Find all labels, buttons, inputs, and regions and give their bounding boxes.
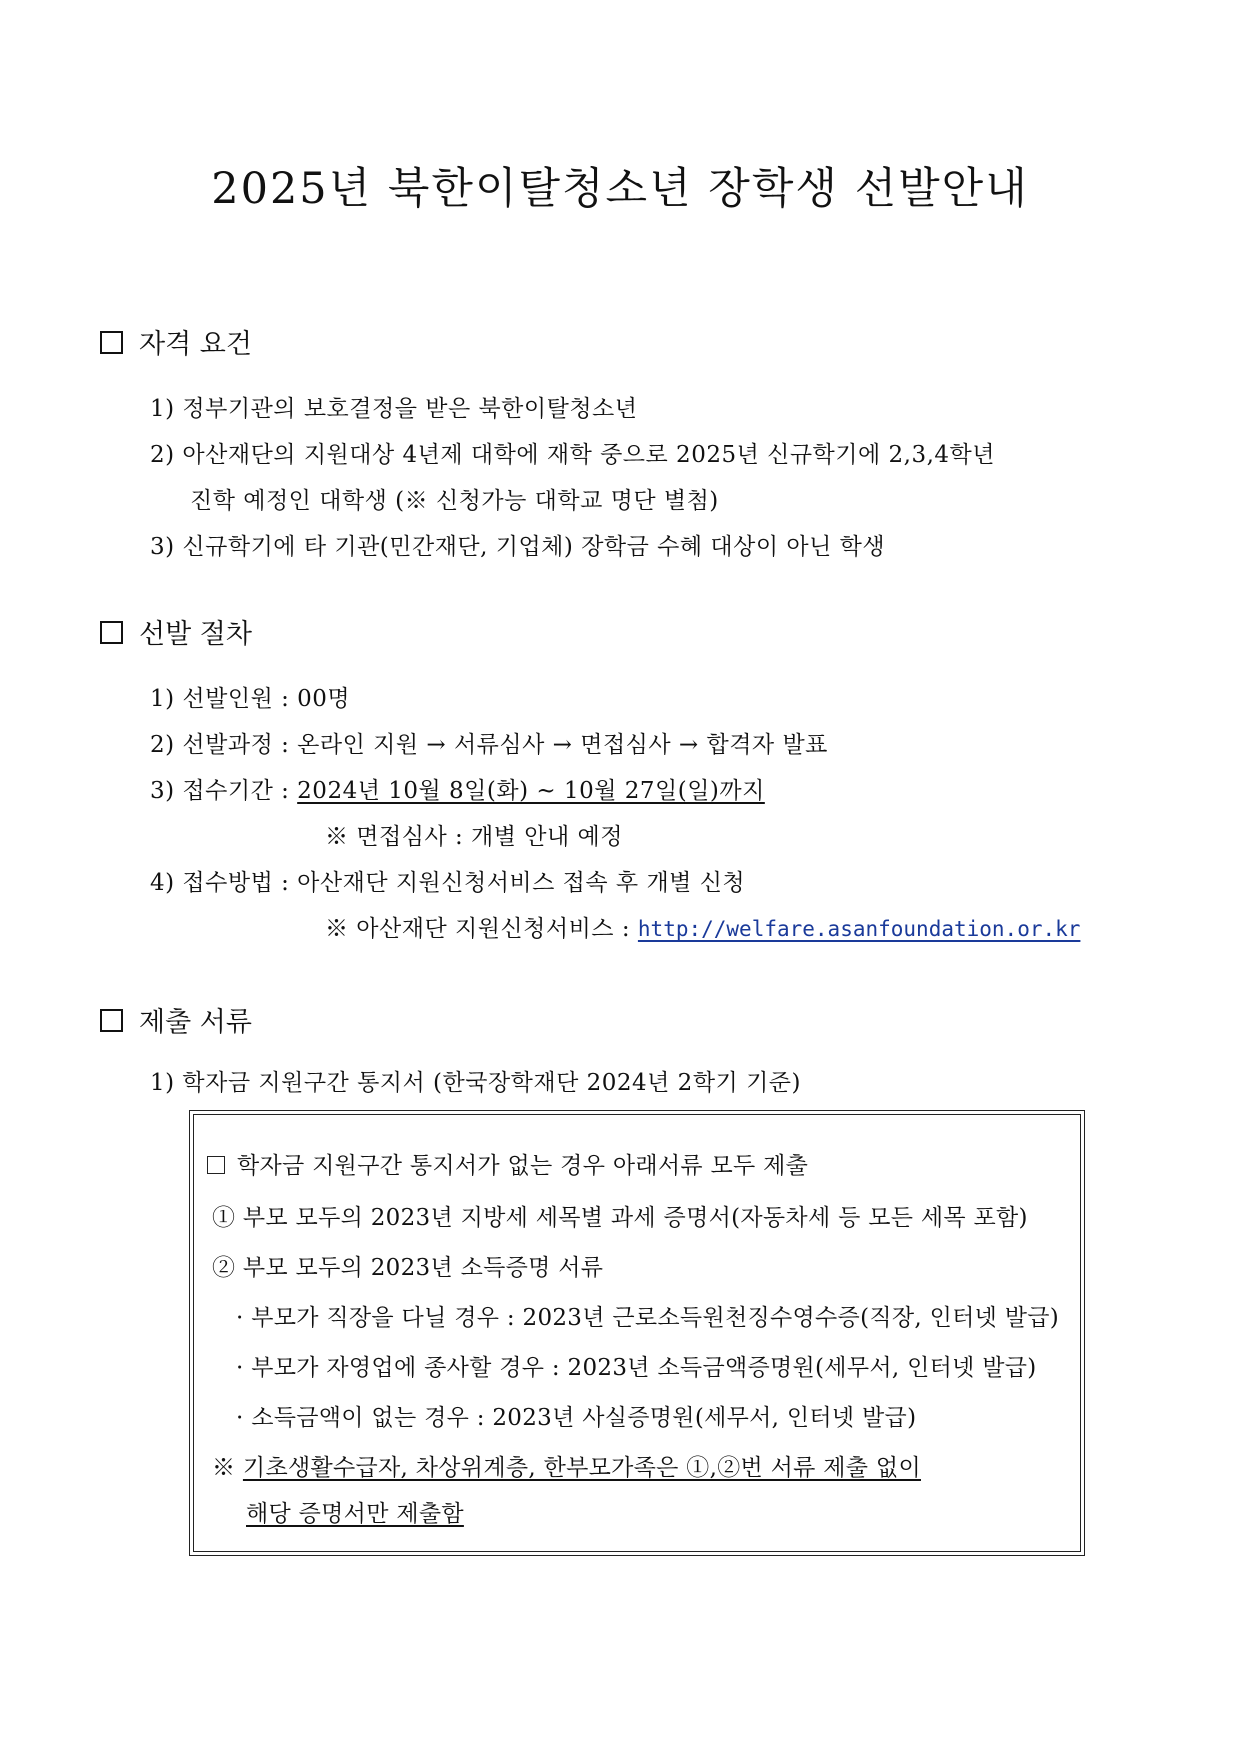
box-note: ※ 기초생활수급자, 차상위계층, 한부모가족은 ①,②번 서류 제출 없이 [212, 1455, 921, 1481]
page-title: 2025년 북한이탈청소년 장학생 선발안내 [211, 164, 1029, 214]
section-eligibility-heading: 자격 요건 [100, 322, 252, 361]
checkbox-square-icon [100, 1009, 123, 1032]
box-bullet-1: · 부모가 직장을 다닐 경우 : 2023년 근로소득원천징수영수증(직장, 인터넷 발급) [236, 1305, 1060, 1331]
box-note-line-2: 해당 증명서만 제출함 [246, 1501, 464, 1527]
checkbox-square-icon [100, 331, 123, 354]
documents-item-1: 1) 학자금 지원구간 통지서 (한국장학재단 2024년 2학기 기준) [150, 1070, 801, 1096]
checkbox-square-icon [100, 621, 123, 644]
box-line-1: ① 부모 모두의 2023년 지방세 세목별 과세 증명서(자동차세 등 모든 세목 포함) [212, 1205, 1028, 1231]
box-note-line-1: 기초생활수급자, 차상위계층, 한부모가족은 ①,②번 서류 제출 없이 [242, 1455, 921, 1481]
alternative-documents-box [189, 1110, 1085, 1556]
procedure-item-3-note: ※ 면접심사 : 개별 안내 예정 [325, 824, 623, 850]
section-procedure-heading: 선발 절차 [100, 612, 252, 651]
section-documents-heading: 제출 서류 [100, 1000, 252, 1039]
eligibility-item-3: 3) 신규학기에 타 기관(민간재단, 기업체) 장학금 수혜 대상이 아닌 학생 [150, 534, 886, 560]
procedure-item-3: 3) 접수기간 : 2024년 10월 8일(화) ~ 10월 27일(일)까지 [150, 778, 765, 804]
checkbox-square-icon [207, 1156, 225, 1174]
eligibility-item-2-cont: 진학 예정인 대학생 (※ 신청가능 대학교 명단 별첨) [190, 488, 719, 514]
procedure-item-4-note: ※ 아산재단 지원신청서비스 : http://welfare.asanfoundation.or.kr [325, 916, 1081, 942]
box-bullet-3: · 소득금액이 없는 경우 : 2023년 사실증명원(세무서, 인터넷 발급) [236, 1405, 917, 1431]
box-heading: 학자금 지원구간 통지서가 없는 경우 아래서류 모두 제출 [207, 1147, 808, 1180]
welfare-service-link[interactable]: http://welfare.asanfoundation.or.kr [637, 917, 1081, 941]
eligibility-item-2: 2) 아산재단의 지원대상 4년제 대학에 재학 중으로 2025년 신규학기에 2,3,4학년 [150, 442, 995, 468]
box-line-2: ② 부모 모두의 2023년 소득증명 서류 [212, 1255, 604, 1281]
procedure-item-1: 1) 선발인원 : 00명 [150, 686, 351, 712]
box-bullet-2: · 부모가 자영업에 종사할 경우 : 2023년 소득금액증명원(세무서, 인터넷 발급) [236, 1355, 1037, 1381]
procedure-item-4: 4) 접수방법 : 아산재단 지원신청서비스 접속 후 개별 신청 [150, 870, 746, 896]
eligibility-item-1: 1) 정부기관의 보호결정을 받은 북한이탈청소년 [150, 396, 638, 422]
procedure-item-2: 2) 선발과정 : 온라인 지원 → 서류심사 → 면접심사 → 합격자 발표 [150, 732, 828, 758]
application-period: 2024년 10월 8일(화) ~ 10월 27일(일)까지 [297, 778, 765, 804]
